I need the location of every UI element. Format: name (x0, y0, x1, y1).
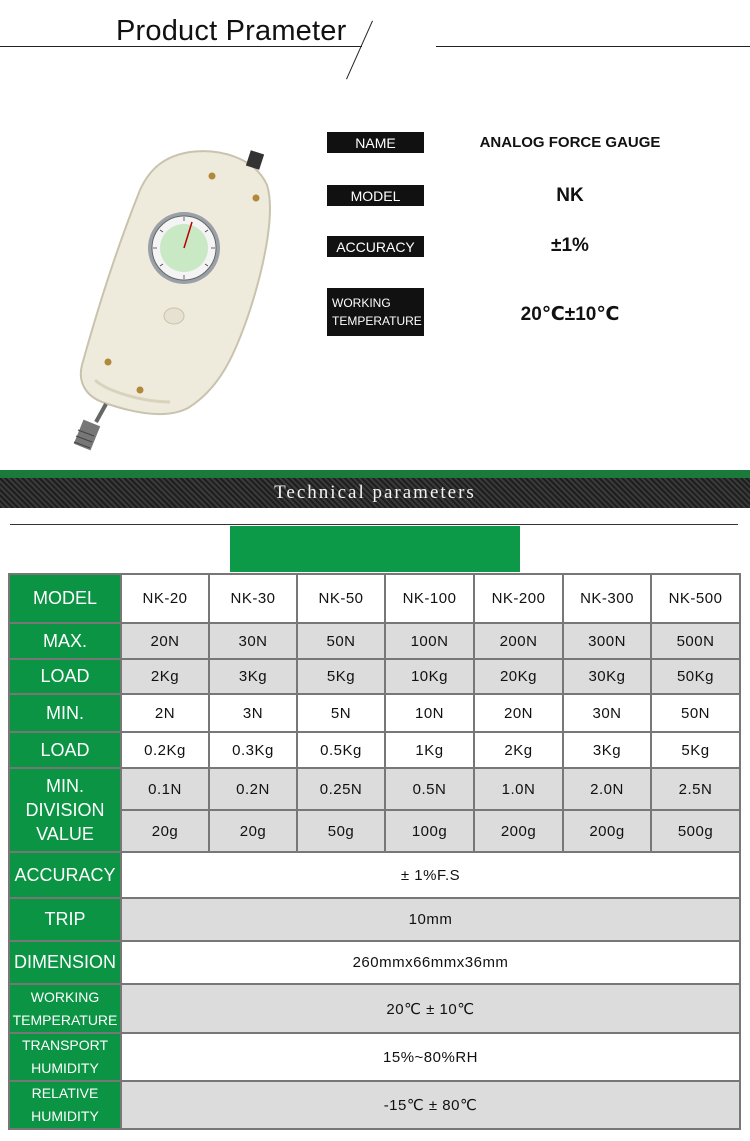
accuracy-tag: ACCURACY (327, 236, 424, 257)
model-tag: MODEL (327, 185, 424, 206)
name-tag: NAME (327, 132, 424, 153)
min-division-n-cell: 1.0N (474, 768, 563, 810)
page-title: Product Prameter (116, 15, 347, 47)
min-division-n-cell: 0.2N (209, 768, 297, 810)
min-division-g-cell: 50g (297, 810, 385, 852)
min-load-kg-cell: 0.3Kg (209, 732, 297, 768)
max-load-n-cell: 500N (651, 623, 740, 659)
section-tab (230, 526, 520, 572)
model-cell: NK-30 (209, 574, 297, 623)
model-cell: NK-200 (474, 574, 563, 623)
max-load-kg-cell: 50Kg (651, 659, 740, 694)
row-label-min-division (9, 768, 121, 852)
row-label-max-load-2: LOAD (9, 659, 121, 694)
max-load-n-cell: 50N (297, 623, 385, 659)
min-load-kg-cell: 1Kg (385, 732, 474, 768)
table-row-transport-humidity (9, 1033, 740, 1081)
min-division-g-cell: 200g (474, 810, 563, 852)
row-label-dimension: DIMENSION (9, 941, 121, 984)
row-label-working-temperature (9, 984, 121, 1033)
table-row-model (9, 574, 740, 623)
max-load-n-cell: 30N (209, 623, 297, 659)
min-load-n-cell: 2N (121, 694, 209, 732)
min-load-n-cell: 20N (474, 694, 563, 732)
working-temperature-tag-line-1: WORKING (332, 296, 391, 310)
table-row-min-load-n (9, 694, 740, 732)
min-load-kg-cell: 0.2Kg (121, 732, 209, 768)
working-temperature-tag (327, 288, 424, 336)
min-load-n-cell: 5N (297, 694, 385, 732)
min-division-g-cell: 20g (121, 810, 209, 852)
min-division-label-line-1: MIN. (46, 776, 84, 796)
name-value: ANALOG FORCE GAUGE (479, 134, 661, 151)
min-division-g-cell: 200g (563, 810, 651, 852)
min-load-n-cell: 30N (563, 694, 651, 732)
dimension-cell: 260mmx66mmx36mm (121, 941, 740, 984)
max-load-kg-cell: 20Kg (474, 659, 563, 694)
row-label-accuracy: ACCURACY (9, 852, 121, 898)
row-label-trip: TRIP (9, 898, 121, 941)
working-temperature-tag-line-2: TEMPERATURE (332, 314, 422, 328)
min-division-g-cell: 20g (209, 810, 297, 852)
min-division-n-cell: 2.0N (563, 768, 651, 810)
row-label-relative-humidity (9, 1081, 121, 1129)
force-gauge-image (70, 140, 290, 460)
min-load-kg-cell: 3Kg (563, 732, 651, 768)
table-row-working-temperature (9, 984, 740, 1033)
table-row-min-load-kg (9, 732, 740, 768)
min-load-n-cell: 50N (651, 694, 740, 732)
working-temperature-label-line-1: WORKING (30, 988, 100, 1005)
min-load-n-cell: 10N (385, 694, 474, 732)
header-slash (346, 21, 373, 80)
model-cell: NK-50 (297, 574, 385, 623)
transport-humidity-cell: 15%~80%RH (121, 1033, 740, 1081)
max-load-kg-cell: 5Kg (297, 659, 385, 694)
max-load-kg-cell: 30Kg (563, 659, 651, 694)
min-division-label-line-3: VALUE (36, 824, 94, 844)
max-load-n-cell: 200N (474, 623, 563, 659)
table-row-accuracy (9, 852, 740, 898)
row-label-min-load-2: LOAD (9, 732, 121, 768)
min-load-kg-cell: 5Kg (651, 732, 740, 768)
min-division-n-cell: 0.1N (121, 768, 209, 810)
accuracy-cell: ± 1%F.S (121, 852, 740, 898)
table-row-trip (9, 898, 740, 941)
max-load-kg-cell: 2Kg (121, 659, 209, 694)
min-division-g-cell: 500g (651, 810, 740, 852)
row-label-transport-humidity (9, 1033, 121, 1081)
relative-humidity-label-line-1: RELATIVE (31, 1085, 99, 1101)
model-cell: NK-100 (385, 574, 474, 623)
working-temperature-label-line-2: TEMPERATURE (12, 1011, 118, 1028)
section-divider (10, 524, 738, 525)
working-temperature-cell: 20℃ ± 10℃ (121, 984, 740, 1033)
accuracy-value: ±1% (551, 235, 589, 256)
min-division-g-cell: 100g (385, 810, 474, 852)
section-title: Technical parameters (274, 482, 476, 503)
table-row-min-division-n (9, 768, 740, 810)
relative-humidity-cell: -15℃ ± 80℃ (121, 1081, 740, 1129)
max-load-kg-cell: 10Kg (385, 659, 474, 694)
max-load-n-cell: 20N (121, 623, 209, 659)
min-load-kg-cell: 2Kg (474, 732, 563, 768)
table-row-relative-humidity (9, 1081, 740, 1129)
max-load-kg-cell: 3Kg (209, 659, 297, 694)
row-label-max-load-1: MAX. (9, 623, 121, 659)
trip-cell: 10mm (121, 898, 740, 941)
model-value: NK (556, 185, 584, 206)
min-division-n-cell: 2.5N (651, 768, 740, 810)
min-load-n-cell: 3N (209, 694, 297, 732)
max-load-n-cell: 100N (385, 623, 474, 659)
working-temperature-value: 20℃±10℃ (520, 304, 620, 325)
min-division-n-cell: 0.5N (385, 768, 474, 810)
transport-humidity-label-line-1: TRANSPORT (21, 1037, 109, 1053)
row-label-min-load-1: MIN. (9, 694, 121, 732)
header-rule-right (436, 46, 750, 47)
relative-humidity-label-line-2: HUMIDITY (31, 1108, 99, 1124)
min-load-kg-cell: 0.5Kg (297, 732, 385, 768)
spec-table (8, 573, 741, 1130)
row-label-model: MODEL (9, 574, 121, 623)
model-cell: NK-300 (563, 574, 651, 623)
model-cell: NK-500 (651, 574, 740, 623)
min-division-n-cell: 0.25N (297, 768, 385, 810)
table-row-max-load-n (9, 623, 740, 659)
min-division-label-line-2: DIVISION (25, 800, 105, 820)
table-row-dimension (9, 941, 740, 984)
table-row-max-load-kg (9, 659, 740, 694)
transport-humidity-label-line-2: HUMIDITY (31, 1060, 99, 1076)
max-load-n-cell: 300N (563, 623, 651, 659)
banner-green-strip (0, 470, 750, 478)
model-cell: NK-20 (121, 574, 209, 623)
